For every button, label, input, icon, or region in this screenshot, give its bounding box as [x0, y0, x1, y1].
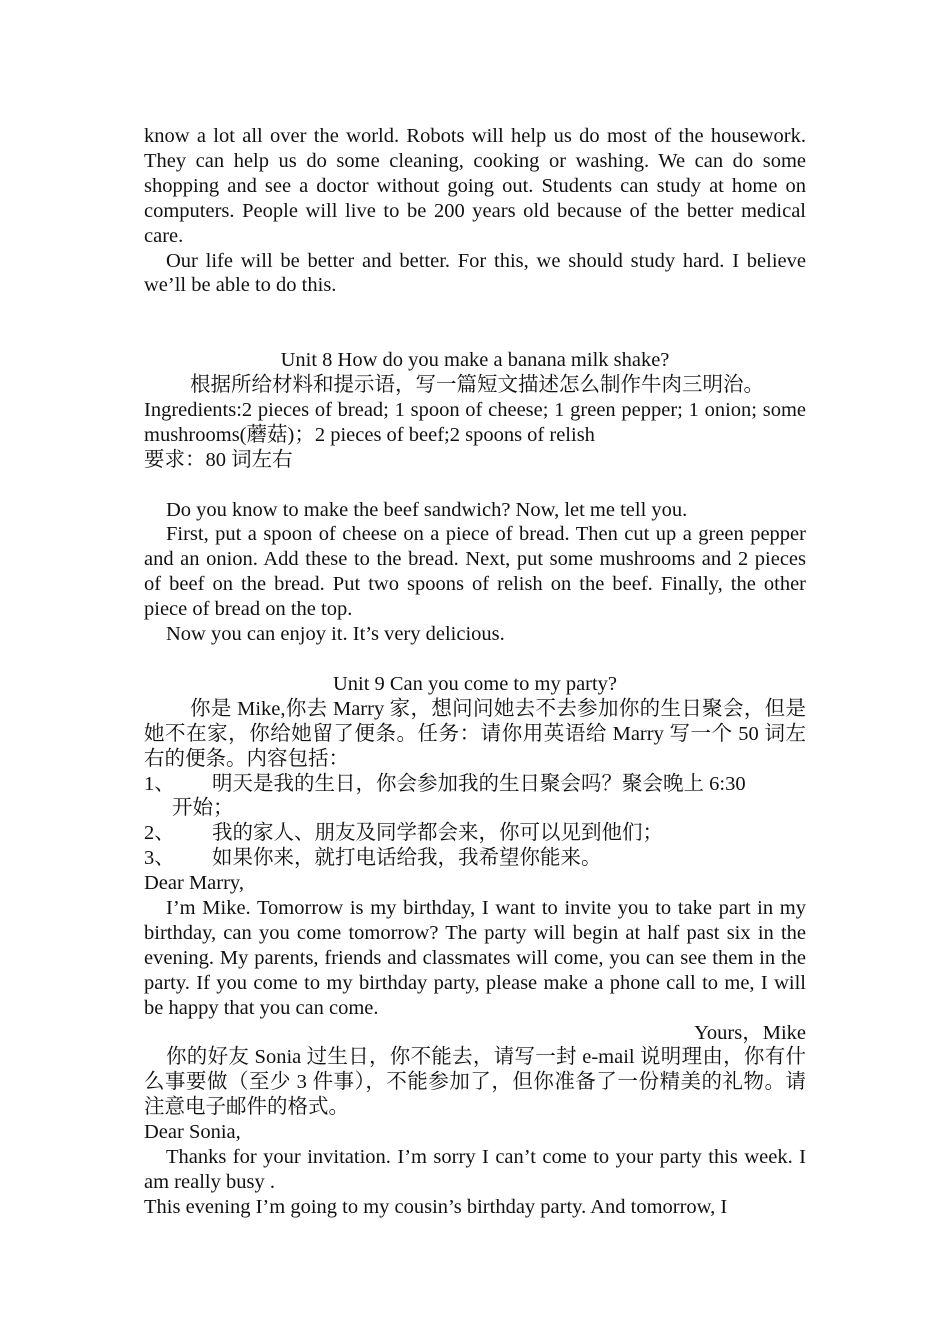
unit8-answer-line-3: Now you can enjoy it. It’s very delicious. [166, 623, 505, 646]
document-page [144, 124, 806, 1220]
list-text: 我的家人、朋友及同学都会来，你可以见到他们； [212, 822, 663, 845]
essay-paragraph-2: Our life will be better and better. For this, we should study hard. I believe we’ll be able to do this. [144, 249, 806, 297]
unit8-ingredients: Ingredients:2 pieces of bread; 1 spoon of cheese; 1 green pepper; 1 onion; some mushrooms(蘑菇)；2 pieces of beef;2 spoons of relish [144, 398, 806, 446]
email-paragraph-1: Thanks for your invitation. I’m sorry I can’t come to your party this week. I am really busy . [144, 1146, 806, 1194]
unit8-answer-line-1: Do you know to make the beef sandwich? Now, let me tell you. [166, 498, 688, 521]
list-number: 3、 [144, 847, 175, 870]
list-text: 如果你来，就打电话给我，我希望你能来。 [212, 847, 602, 870]
spacer [144, 473, 806, 498]
email-prompt: 你的好友 Sonia 过生日，你不能去，请写一封 e-mail 说明理由，你有什么事要做（至少 3 件事），不能参加了，但你准备了一份精美的礼物。请注意电子邮件的格式。 [144, 1046, 806, 1119]
unit8-requirement: 要求：80 词左右 [144, 448, 293, 471]
list-number: 2、 [144, 822, 175, 845]
unit8-answer-line-2: First, put a spoon of cheese on a piece of bread. Then cut up a green pepper and an onion. Add these to the bread. Next, put some mushrooms and 2 pieces of beef on the bread. Put two spoons of relish on the beef. Finally, the other piece of bread on the top. [144, 523, 806, 621]
email-salutation: Dear Sonia, [144, 1121, 241, 1144]
email-paragraph-2: This evening I’m going to my cousin’s birthday party. And tomorrow, I [144, 1195, 728, 1218]
unit9-prompt: 你是 Mike,你去 Marry 家，想问问她去不去参加你的生日聚会，但是她不在家，你给她留了便条。任务：请你用英语给 Marry 写一个 50 词左右的便条。内容包括： [144, 697, 806, 770]
unit8-title: Unit 8 How do you make a banana milk shake? [280, 349, 670, 372]
unit8-prompt: 根据所给材料和提示语，写一篇短文描述怎么制作牛肉三明治。 [190, 374, 764, 397]
spacer [144, 298, 806, 348]
list-number: 1、 [144, 772, 175, 795]
spacer [144, 647, 806, 672]
list-text: 明天是我的生日，你会参加我的生日聚会吗？聚会晚上 6:30 [212, 772, 746, 795]
list-item [144, 772, 806, 797]
essay-paragraph-1: know a lot all over the world. Robots will help us do most of the housework. They can help us do some cleaning, cooking or washing. We can do some shopping and see a doctor without going out. Students can study at home on computers. People will live to be 200 years old because of the better medical care. [144, 125, 806, 247]
letter-salutation: Dear Marry, [144, 872, 244, 895]
list-item [144, 846, 806, 871]
letter-signoff: Yours，Mike [694, 1021, 806, 1044]
letter-body: I’m Mike. Tomorrow is my birthday, I want to invite you to take part in my birthday, can you come tomorrow? The party will begin at half past six in the evening. My parents, friends and classmates will come, you can see them in the party. If you come to my birthday party, please make a phone call to me, I will be happy that you can come. [144, 897, 806, 1019]
list-item-continuation: 开始； [172, 797, 234, 820]
list-item [144, 821, 806, 846]
unit9-title: Unit 9 Can you come to my party? [332, 672, 618, 695]
